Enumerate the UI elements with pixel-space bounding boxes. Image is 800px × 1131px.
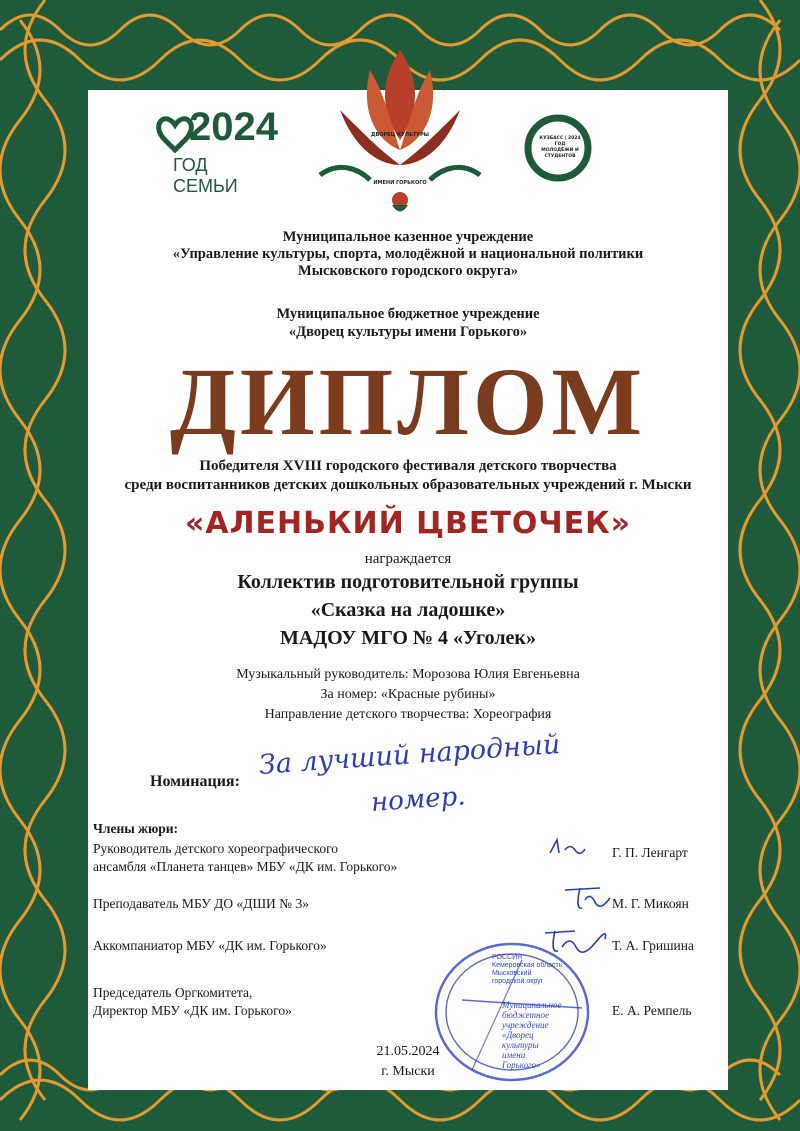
nomination-handwritten-line2: номер. [370,781,467,818]
jury-member-3-name: Т. А. Гришина [612,938,694,953]
nomination-handwritten-line1: За лучший народный [258,728,562,781]
diploma-title: ДИПЛОМ [169,348,647,455]
issue-date: 21.05.2024 [376,1044,440,1059]
year-logo-caption: ГОД СЕМЬИ [173,155,238,196]
stamp-line2: Кемеровская область [492,962,563,969]
festival-line1: Победителя XVIII городского фестиваля детского творчества [199,458,617,474]
jury-member-1-name: Г. П. Ленгарт [612,845,688,860]
issue-city: г. Мыски [381,1064,435,1079]
leader-text: Музыкальный руководитель: Морозова Юлия Евгеньевна [236,667,580,682]
nomination-label: Номинация: [150,773,240,790]
recipient-line3: МАДОУ МГО № 4 «Уголек» [280,627,536,649]
stamp-line11: Горького» [502,1060,541,1070]
recipient-line1: Коллектив подготовительной группы [237,571,579,593]
tulip-icon [310,40,490,220]
org1-line3: Мысковского городского округа» [298,263,518,279]
jury-member-2-name: М. Г. Микоян [612,896,689,911]
festival-name: «АЛЕНЬКИЙ ЦВЕТОЧЕК» [185,506,631,541]
direction-text: Направление детского творчества: Хореография [264,707,552,722]
stamp-line4: городской округ [492,978,544,985]
emblem-top-text: ДВОРЕЦ КУЛЬТУРЫ [371,132,429,138]
stamp-line9: культуры [502,1040,539,1050]
festival-line2: среди воспитанников детских дошкольных образовательных учреждений г. Мыски [124,477,692,493]
stamp-line7: учреждение [502,1020,549,1030]
right-logo-text: КУЗБАСС | 2024 ГОД МОЛОДЁЖИ И СТУДЕНТОВ [539,136,581,159]
awarded-text: награждается [364,551,452,567]
stamp-line8: «Дворец [502,1030,534,1040]
stamp-line6: бюджетное [502,1010,550,1020]
emblem-bottom-text: ИМЕНИ ГОРЬКОГО [373,180,427,186]
jury-header: Члены жюри: [93,821,179,836]
jury-member-4-role-line1: Председатель Оргкомитета, [93,985,253,1000]
org1-line2: «Управление культуры, спорта, молодёжной и национальной политики [172,246,644,262]
jury-member-2-role: Преподаватель МБУ ДО «ДШИ № 3» [93,896,309,911]
jury-member-3-role: Аккомпаниатор МБУ «ДК им. Горького» [93,938,327,953]
year-of-family-logo [155,105,278,196]
jury-member-1-role-line2: ансамбля «Планета танцев» МБУ «ДК им. Горького» [93,859,398,874]
number-text: За номер: «Красные рубины» [320,687,496,702]
jury-member-1-role-line1: Руководитель детского хореографического [93,841,339,856]
stamp-line5: Муниципальное [502,1000,562,1010]
signature-1 [545,835,605,860]
stamp-line3: Мысковский [492,970,532,977]
year-logo-number: 2024 [189,105,278,149]
kuzbass-youth-logo [520,110,600,190]
stamp-line1: РОССИЯ [492,954,523,961]
recipient-line2: «Сказка на ладошке» [310,599,506,621]
org2-line1: Муниципальное бюджетное учреждение [276,306,540,322]
org2-line2: «Дворец культуры имени Горького» [288,324,528,340]
palace-emblem [310,40,490,220]
signature-2 [560,880,620,915]
jury-member-4-name: Е. А. Ремпель [612,1003,692,1018]
jury-member-4-role-line2: Директор МБУ «ДК им. Горького» [93,1003,292,1018]
org1-line1: Муниципальное казенное учреждение [282,229,534,245]
stamp-line10: имени [502,1050,526,1060]
